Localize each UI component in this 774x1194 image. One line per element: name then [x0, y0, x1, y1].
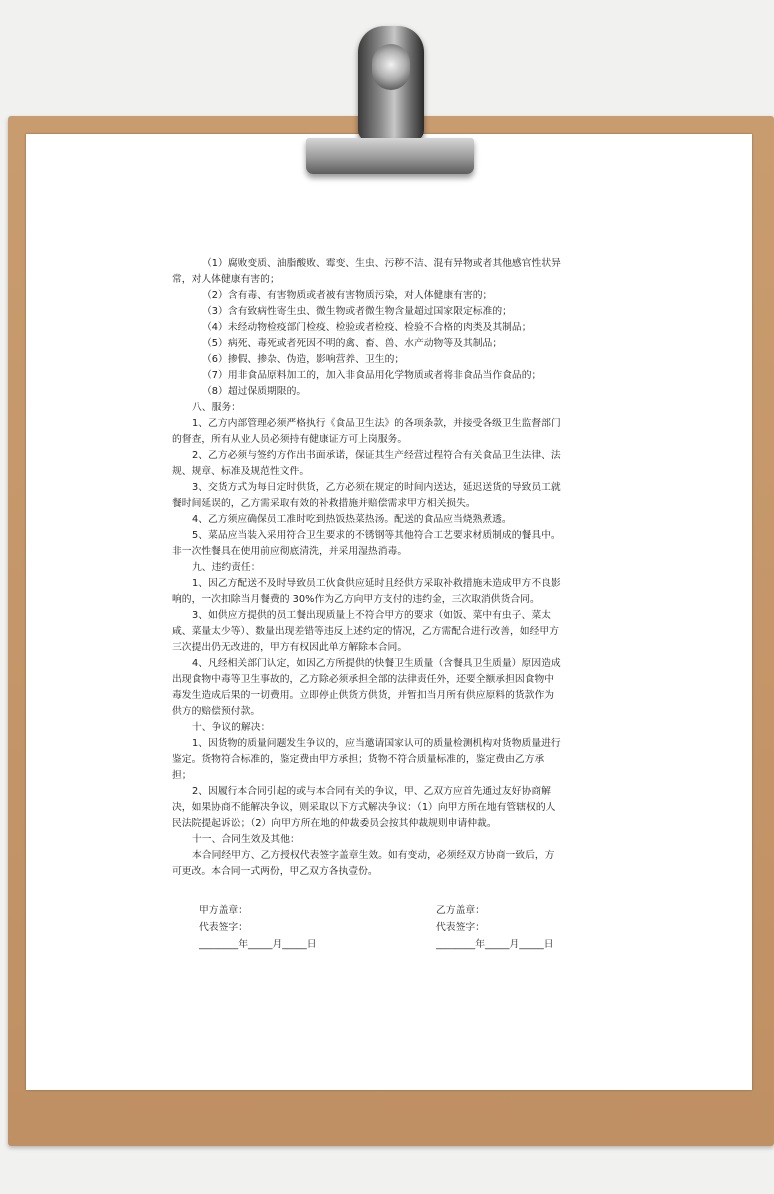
- paragraph-line: （8）超过保质期限的。: [202, 386, 307, 397]
- paragraph-line: 本合同经甲方、乙方授权代表签字盖章生效。如有变动，必须经双方协商一致后，方: [192, 850, 555, 861]
- paragraph-line: 鉴定。货物符合标准的，鉴定费由甲方承担；货物不符合质量标准的，鉴定费由乙方承: [172, 754, 545, 765]
- clip-hole-icon: [372, 44, 410, 90]
- paragraph-line: 3、如供应方提供的员工餐出现质量上不符合甲方的要求（如饭、菜中有虫子、菜太: [192, 610, 551, 621]
- paragraph-line: （5）病死、毒死或者死因不明的禽、畜、兽、水产动物等及其制品；: [202, 338, 503, 349]
- paragraph-line: 常，对人体健康有害的；: [172, 274, 280, 285]
- paragraph-line: （7）用非食品原料加工的，加入非食品用化学物质或者将非食品当作食品的；: [202, 370, 542, 381]
- party-a-rep-label: 代表签字：: [199, 922, 248, 933]
- paragraph-line: 三次提出仍无改进的，甲方有权因此单方解除本合同。: [172, 642, 408, 653]
- paragraph-line: （4）未经动物检疫部门检疫、检验或者检疫、检验不合格的肉类及其制品；: [202, 322, 532, 333]
- party-b-date-line: ________年_____月_____日: [436, 939, 554, 950]
- paragraph-line: 1、因货物的质量问题发生争议的，应当邀请国家认可的质量检测机构对货物质量进行: [192, 738, 561, 749]
- paragraph-line: 3、交货方式为每日定时供货，乙方必须在规定的时间内送达，延迟送货的导致员工就: [192, 482, 561, 493]
- paragraph-line: 2、因履行本合同引起的或与本合同有关的争议，甲、乙双方应首先通过友好协商解: [192, 786, 551, 797]
- paragraph-line: 毒发生造成后果的一切费用。立即停止供货方供货，并暂扣当月所有供应原料的货款作为: [172, 690, 555, 701]
- paragraph-line: 供方的赔偿预付款。: [172, 706, 261, 717]
- paragraph-line: 餐时间延误的，乙方需采取有效的补救措施并赔偿需求甲方相关损失。: [172, 498, 476, 509]
- paragraph-line: （2）含有毒、有害物质或者被有害物质污染，对人体健康有害的；: [202, 290, 493, 301]
- paragraph-line: 十一、合同生效及其他：: [192, 834, 300, 845]
- party-a-date-line: ________年_____月_____日: [199, 939, 317, 950]
- paragraph-line: （3）含有致病性寄生虫、微生物或者微生物含量超过国家限定标准的；: [202, 306, 512, 317]
- signature-party-a: [199, 902, 317, 953]
- paragraph-line: （1）腐败变质、油脂酸败、霉变、生虫、污秽不洁、混有异物或者其他感官性状异: [202, 258, 561, 269]
- paragraph-line: 4、乙方须应确保员工准时吃到热饭热菜热汤。配送的食品应当烧熟煮透。: [192, 514, 512, 525]
- party-a-seal-label: 甲方盖章：: [199, 905, 248, 916]
- binder-clip-icon: [306, 138, 474, 174]
- paragraph-line: 担；: [172, 770, 192, 781]
- paragraph-line: 2、乙方必须与签约方作出书面承诺，保证其生产经营过程符合有关食品卫生法律、法: [192, 450, 561, 461]
- party-b-seal-label: 乙方盖章：: [436, 905, 485, 916]
- paragraph-line: 决，如果协商不能解决争议，则采取以下方式解决争议：（1）向甲方所在地有管辖权的人: [172, 802, 556, 813]
- paragraph-line: 1、乙方内部管理必须严格执行《食品卫生法》的各项条款，并接受各级卫生监督部门: [192, 418, 561, 429]
- paragraph-line: 响的，一次扣除当月餐费的 30%作为乙方向甲方支付的违约金，三次取消供货合同。: [172, 594, 540, 605]
- contract-text: [172, 256, 604, 880]
- paragraph-line: 民法院提起诉讼；（2）向甲方所在地的仲裁委员会按其仲裁规则申请仲裁。: [172, 818, 497, 829]
- party-b-rep-label: 代表签字：: [436, 922, 485, 933]
- paragraph-line: 5、菜品应当装入采用符合卫生要求的不锈钢等其他符合工艺要求材质制成的餐具中。: [192, 530, 561, 541]
- signature-party-b: [436, 902, 554, 953]
- paragraph-line: 4、凡经相关部门认定，如因乙方所提供的快餐卫生质量（含餐具卫生质量）原因造成: [192, 658, 561, 669]
- paragraph-line: 出现食物中毒等卫生事故的，乙方除必须承担全部的法律责任外，还要全额承担因食物中: [172, 674, 555, 685]
- paragraph-line: 1、因乙方配送不及时导致员工伙食供应延时且经供方采取补救措施未造成甲方不良影: [192, 578, 561, 589]
- paragraph-line: 八、服务：: [192, 402, 241, 413]
- paragraph-line: （6）掺假、掺杂、伪造，影响营养、卫生的；: [202, 354, 405, 365]
- paragraph-line: 十、争议的解决：: [192, 722, 271, 733]
- paragraph-line: 规、规章、标准及规范性文件。: [172, 466, 310, 477]
- paragraph-line: 可更改。本合同一式两份，甲乙双方各执壹份。: [172, 866, 378, 877]
- paragraph-line: 咸、菜量太少等）、数量出现差错等违反上述约定的情况，乙方需配合进行改善，如经甲方: [172, 626, 559, 637]
- paragraph-line: 的督查，所有从业人员必须持有健康证方可上岗服务。: [172, 434, 408, 445]
- paragraph-line: 九、违约责任：: [192, 562, 261, 573]
- paragraph-line: 非一次性餐具在使用前应彻底清洗，并采用湿热消毒。: [172, 546, 408, 557]
